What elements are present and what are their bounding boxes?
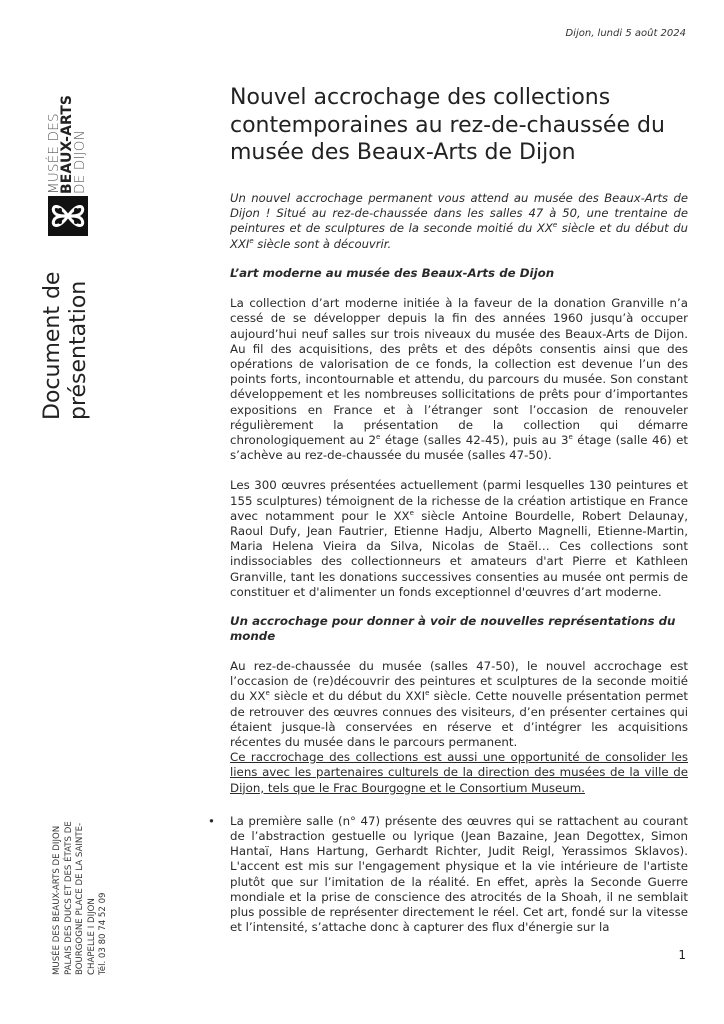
document-date: Dijon, lundi 5 août 2024 <box>565 28 686 39</box>
address-line: CHAPELLE I DIJON <box>86 898 97 975</box>
address-line: BOURGOGNE PLACE DE LA SAINTE- <box>75 822 86 975</box>
list-item-text: La première salle (n° 47) présente des œuvres qui se rattachent au courant de l’abstraction gestuelle ou lyrique (Jean Bazaine, Jean Degottex, Simon Hantaï, Hans Hartung, Gerhardt Richter, Judit Reigl, Yerassimos Sklavos). L'accent est mis sur l'engagement physique et la vie intérieure de l'artiste plutôt que sur l’imitation de la réalité. En effet, après la Seconde Guerre mondiale et la prise de conscience des atrocités de la Shoah, il ne semblait plus possible de représenter directement le réel. Cet art, fondé sur la vitesse et l’intensité, s’attache donc à capturer des flux d'énergie sur la <box>230 813 688 935</box>
address-phone: Tél. 03 80 74 52 09 <box>98 892 109 975</box>
museum-address <box>52 821 110 975</box>
section-heading-art-moderne: L’art moderne au musée des Beaux-Arts de Dijon <box>230 266 555 281</box>
room-list <box>208 814 688 936</box>
list-item <box>208 814 688 936</box>
museum-logo <box>48 64 88 274</box>
doc-type-line-1: Document de <box>40 271 65 420</box>
address-line: PALAIS DES DUCS ET DES ÉTATS DE <box>63 821 74 975</box>
bullet-icon: • <box>208 813 215 828</box>
body-paragraph: La collection d’art moderne initiée à la faveur de la donation Granville n’a cessé de se développer depuis la fin des années 1960 jusqu’à occuper aujourd’hui neuf salles sur trois niveaux du musée des Beaux-Arts de Dijon. Au fil des acquisitions, des prêts et des dépôts consentis ainsi que des opérations de valorisation de ce fonds, la collection est devenue l’un des points forts, incontournable et attendu, du parcours du musée. Son constant développement et les nombreuses sollicitations de prêts pour d’importantes expositions en France et à l’étranger sont l’occasion de renouveler régulièrement la présentation de la collection qui démarre chronologiquement au 2e étage (salles 42-45), puis au 3e étage (salle 46) et s’achève au rez-de-chaussée du musée (salles 47-50). <box>230 296 688 463</box>
main-content <box>208 84 689 935</box>
page-number: 1 <box>678 948 686 962</box>
logo-wordmark <box>48 64 87 194</box>
logo-line-1: MUSÉE DES <box>46 113 62 194</box>
ornamental-cross-emblem-icon <box>48 196 88 236</box>
underlined-paragraph: Ce raccrochage des collections est aussi une opportunité de consolider les liens avec les partenaires culturels de la direction des musées de la ville de Dijon, tels que le Frac Bourgogne et le Consortium Museum. <box>230 750 688 795</box>
intro-paragraph: Un nouvel accrochage permanent vous attend au musée des Beaux-Arts de Dijon ! Situé au rez-de-chaussée dans les salles 47 à 50, une trentaine de peintures et de sculptures de la seconde moitié du XXe siècle et du début du XXIe siècle sont à découvrir. <box>230 190 689 251</box>
document-type-label <box>40 270 92 420</box>
body-paragraph: Au rez-de-chaussée du musée (salles 47-50), le nouvel accrochage est l’occasion de (re)découvrir des peintures et sculptures de la seconde moitié du XXe siècle et du début du XXIe siècle. Cette nouvelle présentation permet de retrouver des œuvres connues des visiteurs, d’en présenter certaines qui étaient jusque-là conservées en réserve et d’intégrer les acquisitions récentes du musée dans le parcours permanent. <box>230 658 688 749</box>
body-paragraph: Les 300 œuvres présentées actuellement (parmi lesquelles 130 peintures et 155 sculptures) témoignent de la richesse de la création artistique en France avec notamment pour le XXe siècle Antoine Bourdelle, Robert Delaunay, Raoul Dufy, Jean Fautrier, Etienne Hadju, Alberto Magnelli, Etienne-Martin, Maria Helena Vieira da Silva, Nicolas de Staël… Ces collections sont indissociables des collectionneurs et amateurs d'art Pierre et Kathleen Granville, tant les donations successives consenties au musée ont permis de constituer et d'alimenter un fonds exceptionnel d'œuvres d’art moderne. <box>230 478 688 599</box>
doc-type-line-2: présentation <box>66 280 91 420</box>
logo-line-3: DE DIJON <box>72 130 88 194</box>
section-heading-nouvelles-representations: Un accrochage pour donner à voir de nouvelles représentations du monde <box>230 613 676 643</box>
page-title: Nouvel accrochage des collections contemporaines au rez-de-chaussée du musée des Beaux-Arts de Dijon <box>230 85 665 165</box>
address-line: MUSÉE DES BEAUX-ARTS DE DIJON <box>52 825 62 975</box>
logo-line-2: BEAUX-ARTS <box>59 94 75 194</box>
